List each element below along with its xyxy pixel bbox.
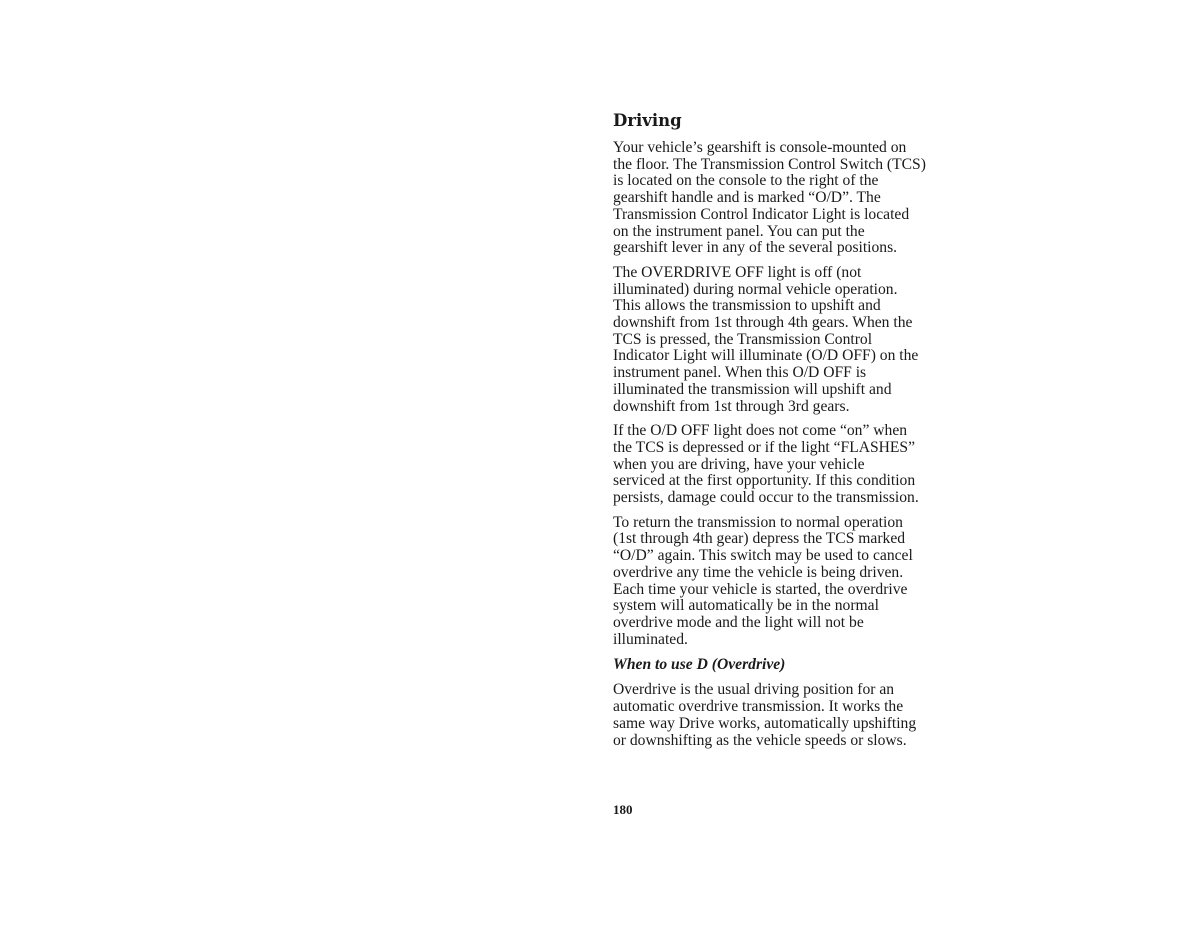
paragraph-line: persists, damage could occur to the transmission. — [613, 489, 919, 507]
body-paragraph — [613, 515, 958, 649]
body-paragraph — [613, 265, 958, 415]
paragraph-line: TCS is pressed, the Transmission Control — [613, 330, 873, 348]
paragraph-line: overdrive mode and the light will not be — [613, 613, 864, 631]
paragraph-line: downshift from 1st through 3rd gears. — [613, 397, 850, 415]
paragraph-line: the TCS is depressed or if the light “FLASHES” — [613, 438, 916, 456]
paragraph-line: instrument panel. When this O/D OFF is — [613, 364, 867, 382]
paragraph-line: the floor. The Transmission Control Switch (TCS) — [613, 155, 926, 173]
paragraph-line: on the instrument panel. You can put the — [613, 222, 865, 240]
subsection-heading: When to use D (Overdrive) — [613, 656, 786, 674]
paragraph-line: To return the transmission to normal operation — [613, 513, 903, 531]
paragraph-line: or downshifting as the vehicle speeds or slows. — [613, 731, 907, 749]
paragraph-line: (1st through 4th gear) depress the TCS marked — [613, 530, 906, 548]
body-paragraph — [613, 423, 958, 507]
body-paragraph — [613, 140, 958, 257]
body-paragraph — [613, 682, 958, 749]
paragraph-line: illuminated. — [613, 630, 688, 648]
paragraph-line: illuminated the transmission will upshift and — [613, 380, 892, 398]
paragraph-line: Transmission Control Indicator Light is located — [613, 205, 910, 223]
paragraph-line: This allows the transmission to upshift and — [613, 297, 881, 315]
paragraph-line: downshift from 1st through 4th gears. When the — [613, 314, 913, 332]
paragraph-line: overdrive any time the vehicle is being driven. — [613, 563, 904, 581]
paragraph-line: Each time your vehicle is started, the overdrive — [613, 580, 908, 598]
paragraph-line: Your vehicle’s gearshift is console-mounted on — [613, 139, 907, 156]
subsection-paragraphs — [613, 682, 958, 749]
section-heading: Driving — [613, 111, 682, 130]
paragraph-line: automatic overdrive transmission. It works the — [613, 698, 904, 716]
section-paragraphs — [613, 140, 958, 648]
paragraph-line: If the O/D OFF light does not come “on” when — [613, 422, 908, 440]
paragraph-line: serviced at the first opportunity. If this condition — [613, 472, 916, 490]
paragraph-line: when you are driving, have your vehicle — [613, 455, 865, 473]
paragraph-line: gearshift lever in any of the several positions. — [613, 239, 898, 257]
paragraph-line: Overdrive is the usual driving position for an — [613, 681, 895, 699]
paragraph-line: system will automatically be in the normal — [613, 597, 879, 615]
paragraph-line: is located on the console to the right of the — [613, 172, 879, 190]
text-column — [613, 111, 958, 757]
paragraph-line: “O/D” again. This switch may be used to cancel — [613, 547, 913, 565]
paragraph-line: same way Drive works, automatically upshifting — [613, 714, 917, 732]
paragraph-line: Indicator Light will illuminate (O/D OFF) on the — [613, 347, 919, 365]
paragraph-line: illuminated) during normal vehicle operation. — [613, 280, 898, 298]
page-number: 180 — [613, 802, 633, 817]
paragraph-line: gearshift handle and is marked “O/D”. The — [613, 189, 881, 207]
paragraph-line: The OVERDRIVE OFF light is off (not — [613, 263, 862, 281]
